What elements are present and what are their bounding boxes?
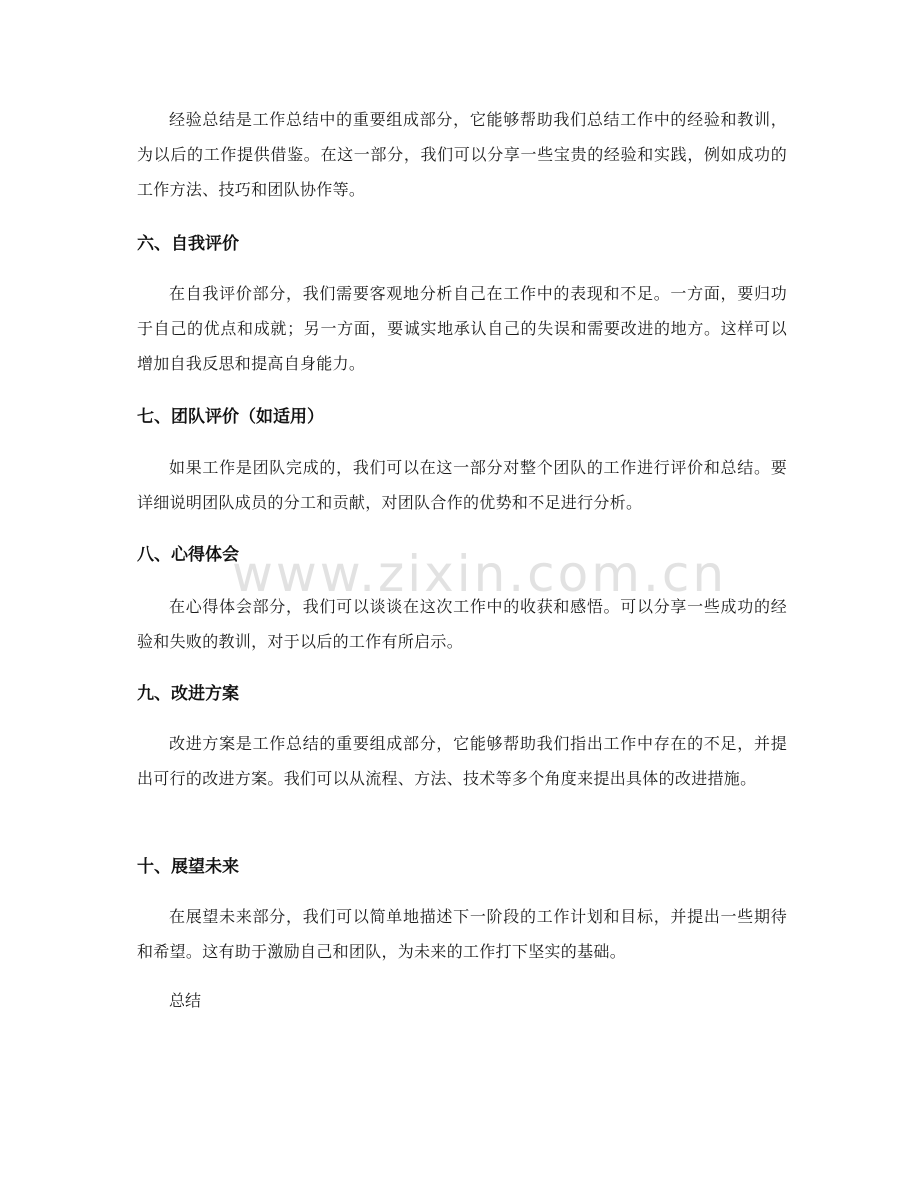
section-heading-reflections: 八、心得体会 [137,545,239,565]
section-body-team-evaluation: 如果工作是团队完成的，我们可以在这一部分对整个团队的工作进行评价和总结。要详细说明团队成员的分工和贡献，对团队合作的优势和不足进行分析。 [137,458,787,512]
section-heading-self-evaluation: 六、自我评价 [137,234,239,254]
watermark: www.zixin.com.cn [232,545,728,603]
section-heading-future-outlook: 十、展望未来 [137,857,239,877]
intro-paragraph: 经验总结是工作总结中的重要组成部分，它能够帮助我们总结工作中的经验和教训，为以后的工作提供借鉴。在这一部分，我们可以分享一些宝贵的经验和实践，例如成功的工作方法、技巧和团队协作等。 [137,110,787,199]
section-heading-team-evaluation: 七、团队评价（如适用） [137,407,324,427]
summary-label: 总结 [169,991,202,1010]
section-body-future-outlook: 在展望未来部分，我们可以简单地描述下一阶段的工作计划和目标，并提出一些期待和希望。这有助于激励自己和团队，为未来的工作打下坚实的基础。 [137,907,787,961]
section-heading-improvement-plan: 九、改进方案 [137,684,239,704]
section-body-reflections: 在心得体会部分，我们可以谈谈在这次工作中的收获和感悟。可以分享一些成功的经验和失败的教训，对于以后的工作有所启示。 [137,597,787,651]
section-body-self-evaluation: 在自我评价部分，我们需要客观地分析自己在工作中的表现和不足。一方面，要归功于自己的优点和成就；另一方面，要诚实地承认自己的失误和需要改进的地方。这样可以增加自我反思和提高自身能力。 [137,284,787,373]
section-body-improvement-plan: 改进方案是工作总结的重要组成部分，它能够帮助我们指出工作中存在的不足，并提出可行的改进方案。我们可以从流程、方法、技术等多个角度来提出具体的改进措施。 [137,734,787,788]
